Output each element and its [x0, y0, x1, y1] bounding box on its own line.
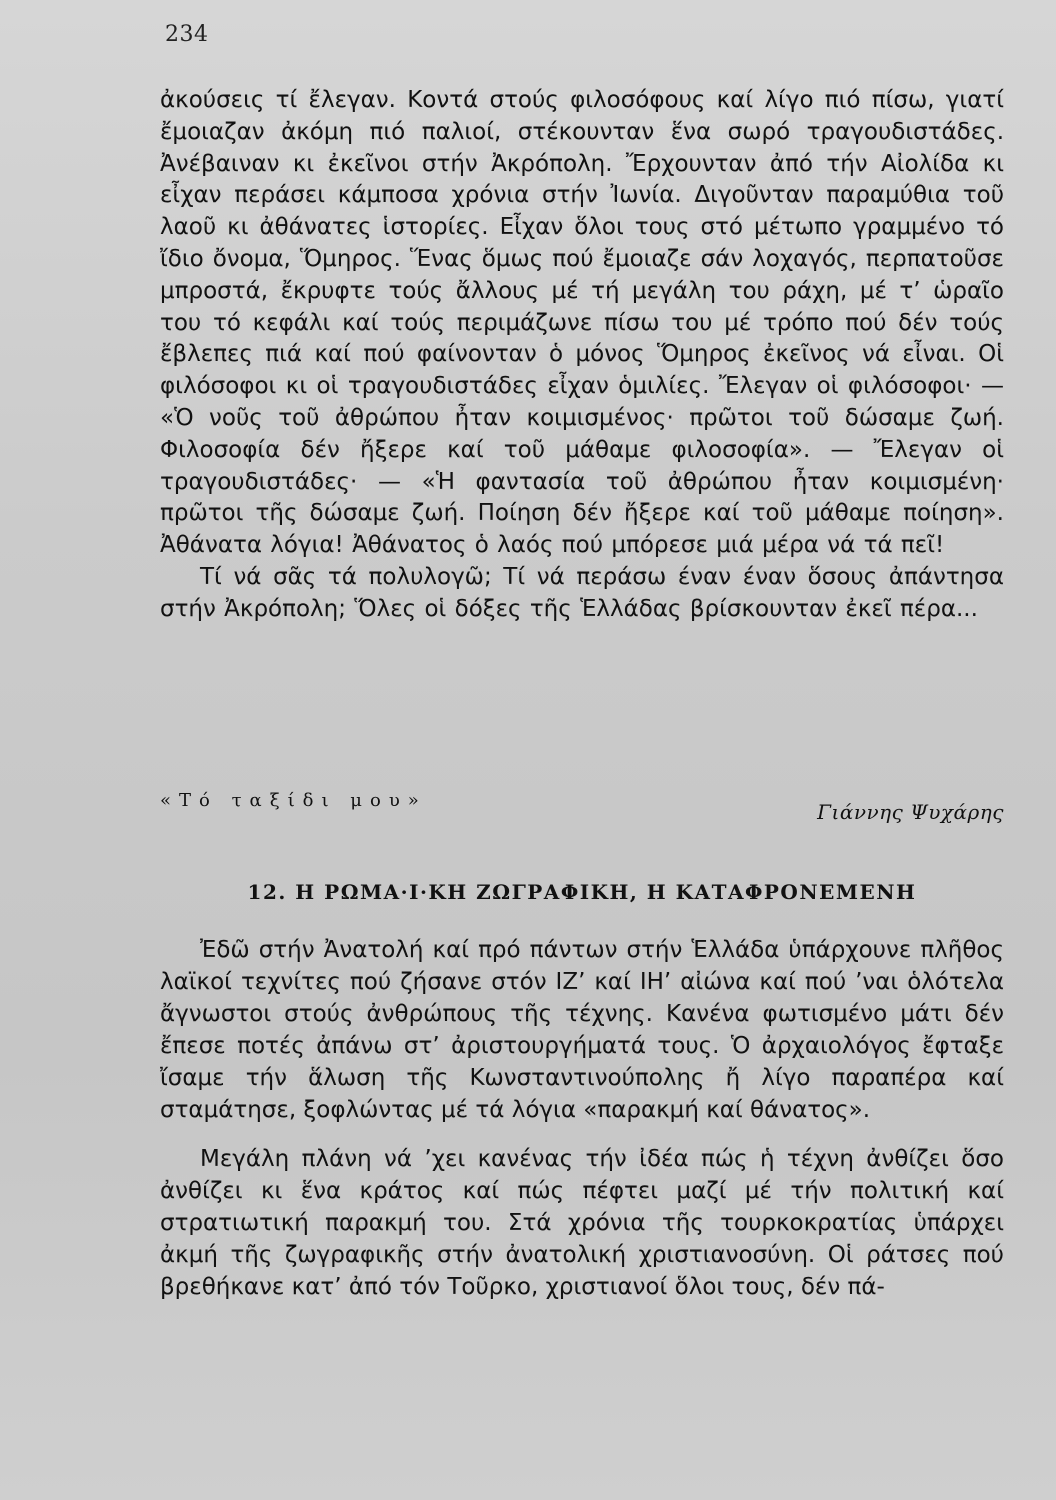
- page-number: 234: [165, 22, 209, 47]
- section-paragraph-1: Ἐδῶ στήν Ἀνατολή καί πρό πάντων στήν Ἑλλάδα ὑπάρχουνε πλῆθος λαϊκοί τεχνίτες πού ζήσανε στόν ΙΖ’ καί ΙΗ’ αἰώνα καί πού ’ναι ὁλότελα ἄγνωστοι στούς ἀνθρώπους τῆς τέχνης. Κανένα φωτισμένο μάτι δέν ἔπεσε ποτές ἀπάνω στ’ ἀριστουργήματά τους. Ὁ ἀρχαιολόγος ἔφταξε ἴσαμε τήν ἅλωση τῆς Κωνσταντινούπολης ἤ λίγο παραπέρα καί σταμάτησε, ξοφλώντας μέ τά λόγια «παρακμή καί θάνατος».: [160, 937, 1004, 1123]
- section-heading: 12. Η ΡΩΜΑ·Ι·ΚΗ ΖΩΓΡΑΦΙΚΗ, Η ΚΑΤΑΦΡΟΝΕΜΕΝΗ: [247, 880, 917, 904]
- passage-text: [160, 85, 1004, 626]
- source-title: «Τό ταξίδι μου»: [160, 790, 427, 811]
- section-body: [160, 934, 1004, 1303]
- passage-paragraph-2: Τί νά σᾶς τά πολυλογῶ; Τί νά περάσω έναν έναν ὅσους ἀπάντησα στήν Ἀκρόπολη; Ὅλες οἱ δόξες τῆς Ἑλλάδας βρίσκουνταν ἐκεῖ πέρα...: [160, 563, 1004, 622]
- author-name: Γιάννης Ψυχάρης: [817, 800, 1004, 824]
- passage-paragraph-1: ἀκούσεις τί ἔλεγαν. Κοντά στούς φιλοσόφους καί λίγο πιό πίσω, γιατί ἔμοιαζαν ἀκόμη πιό παλιοί, στέκουνταν ἕνα σωρό τραγουδιστάδες. Ἀνέβαιναν κι ἐκεῖνοι στήν Ἀκρόπολη. Ἔρχουνταν ἀπό τήν Αἰολίδα κι εἶχαν περάσει κάμποσα χρόνια στήν Ἰωνία. Διγοῦνταν παραμύθια τοῦ λαοῦ κι ἀθάνατες ἱστορίες. Εἶχαν ὅλοι τους στό μέτωπο γραμμένο τό ἴδιο ὄνομα, Ὅμηρος. Ἕνας ὅμως πού ἔμοιαζε σάν λοχαγός, περπατοῦσε μπροστά, ἔκρυφτε τούς ἄλλους μέ τή μεγάλη του ράχη, μέ τ’ ὡραῖο του τό κεφάλι καί τούς περιμάζωνε πίσω του μέ τρόπο πού δέν τούς ἔβλεπες πιά καί πού φαίνονταν ὁ μόνος Ὅμηρος ἐκεῖνος νά εἶναι. Οἱ φιλόσοφοι κι οἱ τραγουδιστάδες εἶχαν ὁμιλίες. Ἔλεγαν οἱ φιλόσοφοι· — «Ὁ νοῦς τοῦ ἀθρώπου ἦταν κοιμισμένος· πρῶτοι τοῦ δώσαμε ζωή. Φιλοσοφία δέν ἤξερε καί τοῦ μάθαμε φιλοσοφία». — Ἔλεγαν οἱ τραγουδιστάδες· — «Ἡ φαντασία τοῦ ἀθρώπου ἦταν κοιμισμένη· πρῶτοι τῆς δώσαμε ζωή. Ποίηση δέν ἤξερε καί τοῦ μάθαμε ποίηση». Ἀθάνατα λόγια! Ἀθάνατος ὁ λαός πού μπόρεσε μιά μέρα νά τά πεῖ!: [160, 87, 1004, 559]
- source-attribution: [160, 782, 1004, 822]
- section-paragraph-2: Μεγάλη πλάνη νά ’χει κανένας τήν ἰδέα πώς ἡ τέχνη ἀνθίζει ὅσο ἀνθίζει κι ἕνα κράτος καί πώς πέφτει μαζί μέ τήν πολιτική καί στρατιωτική παρακμή του. Στά χρόνια τῆς τουρκοκρατίας ὑπάρχει ἀκμή τῆς ζωγραφικῆς στήν ἀνατολική χριστιανοσύνη. Οἱ ράτσες πού βρεθήκανε κατ’ ἀπό τόν Τοῦρκο, χριστιανοί ὅλοι τους, δέν πά-: [160, 1146, 1004, 1300]
